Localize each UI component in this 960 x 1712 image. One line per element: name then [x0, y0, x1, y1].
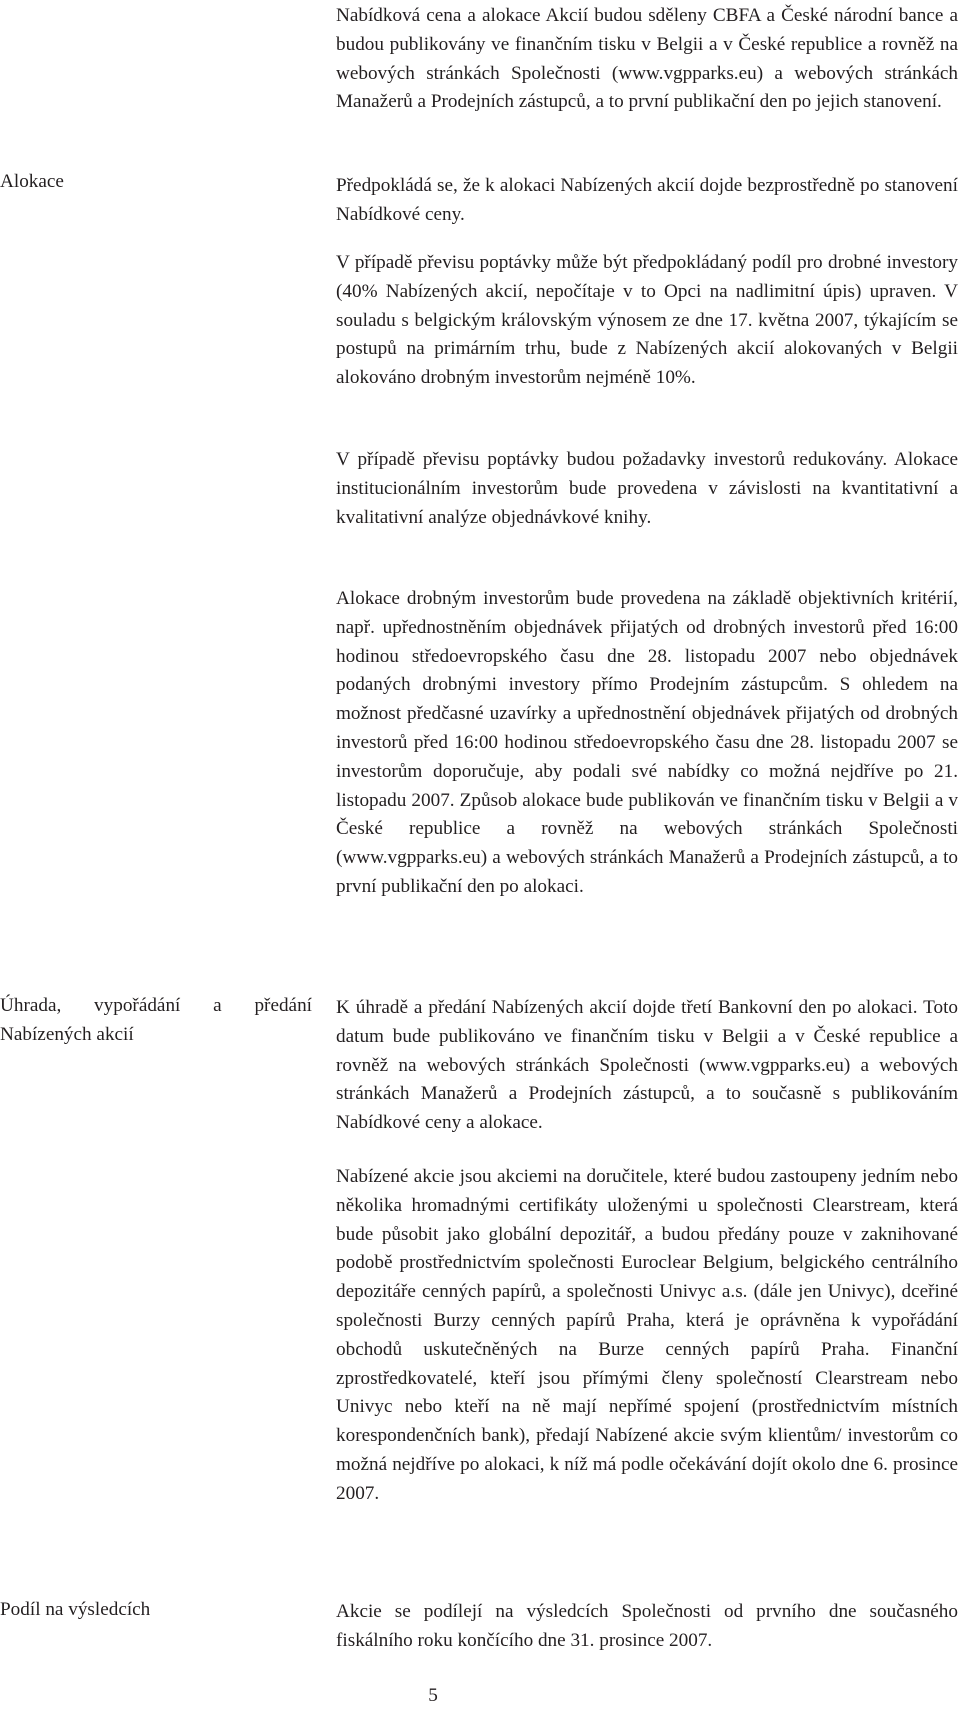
alokace-p4-block — [336, 585, 958, 902]
alokace-p3-block — [336, 446, 958, 532]
paragraph: Předpokládá se, že k alokaci Nabízených akcií dojde bezprostředně po stanovení Nabídkové ceny. — [336, 175, 958, 225]
paragraph: Nabízené akcie jsou akciemi na doručitele, které budou zastoupeny jedním nebo několika hromadnými certifikáty uloženými u společnosti Clearstream, která bude působit jako globální depozitář, a budou předány pouze v zaknihované podobě prostřednictvím společnosti Euroclear Belgium, belgického centrálního depozitáře cenných papírů, a společnosti Univyc a.s. (dále jen Univyc), dceřiné společnosti Burzy cenných papírů Praha, která je oprávněna k vypořádání obchodů uskutečněných na Burze cenných papírů Praha. Finanční zprostředkovatelé, kteří jsou přímými členy společností Clearstream nebo Univyc nebo kteří na ně mají nepřímé spojení (prostřednictvím místních korespondenčních bank), předají Nabízené akcie svým klientům/ investorům co možná nejdříve po alokaci, k níž má podle očekávání dojít okolo dne 6. prosince 2007. — [336, 1166, 958, 1504]
paragraph: V případě převisu poptávky budou požadavky investorů redukovány. Alokace institucionálním investorům bude provedena v závislosti na kvantitativní a kvalitativní analýze objednávkové knihy. — [336, 449, 958, 528]
page-number: 5 — [428, 1685, 438, 1706]
row-label-alokace: Alokace — [0, 171, 64, 192]
paragraph: Akcie se podílejí na výsledcích Společnosti od prvního dne současného fiskálního roku končícího dne 31. prosince 2007. — [336, 1601, 958, 1651]
settlement-p1-block — [336, 994, 958, 1138]
profit-share-block — [336, 1598, 958, 1656]
settlement-p2-block — [336, 1163, 958, 1509]
paragraph: V případě převisu poptávky může být předpokládaný podíl pro drobné investory (40% Nabízených akcií, nepočítaje v to Opci na nadlimitní úpis) upraven. V souladu s belgickým královským výnosem ze dne 17. května 2007, týkajícím se postupů na primárním trhu, bude z Nabízených akcií alokovaných v Belgii alokováno drobným investorům nejméně 10%. — [336, 252, 958, 389]
row-label-settlement: Úhrada, vypořádání a předání Nabízených akcií — [0, 995, 312, 1045]
alokace-p1-block — [336, 172, 958, 230]
alokace-p2-block — [336, 249, 958, 393]
offer-price-publication-block — [336, 2, 958, 117]
row-label-profit-share: Podíl na výsledcích — [0, 1599, 151, 1620]
paragraph: Nabídková cena a alokace Akcií budou sděleny CBFA a České národní bance a budou publikovány ve finančním tisku v Belgii a v České republice a rovněž na webových stránkách Společnosti (www.vgpparks.eu) a webových stránkách Manažerů a Prodejních zástupců, a to první publikační den po jejich stanovení. — [336, 5, 958, 113]
paragraph: Alokace drobným investorům bude provedena na základě objektivních kritérií, např. upřednostněním objednávek přijatých od drobných investorů před 16:00 hodinou středoevropského času dne 28. listopadu 2007 nebo objednávek podaných drobnými investory přímo Prodejním zástupcům. S ohledem na možnost předčasné uzavírky a upřednostnění objednávek přijatých od drobných investorů před 16:00 hodinou středoevropského času dne 28. listopadu 2007 se investorům doporučuje, aby podali své nabídky co možná nejdříve po 21. listopadu 2007. Způsob alokace bude publikován ve finančním tisku v Belgii a v České republice a rovněž na webových stránkách Společnosti (www.vgpparks.eu) a webových stránkách Manažerů a Prodejních zástupců, a to první publikační den po alokaci. — [336, 588, 958, 897]
paragraph: K úhradě a předání Nabízených akcií dojde třetí Bankovní den po alokaci. Toto datum bude publikováno ve finančním tisku v Belgii a v České republice a rovněž na webových stránkách Společnosti (www.vgpparks.eu) a webových stránkách Manažerů a Prodejních zástupců, a to současně s publikováním Nabídkové ceny a alokace. — [336, 997, 958, 1134]
